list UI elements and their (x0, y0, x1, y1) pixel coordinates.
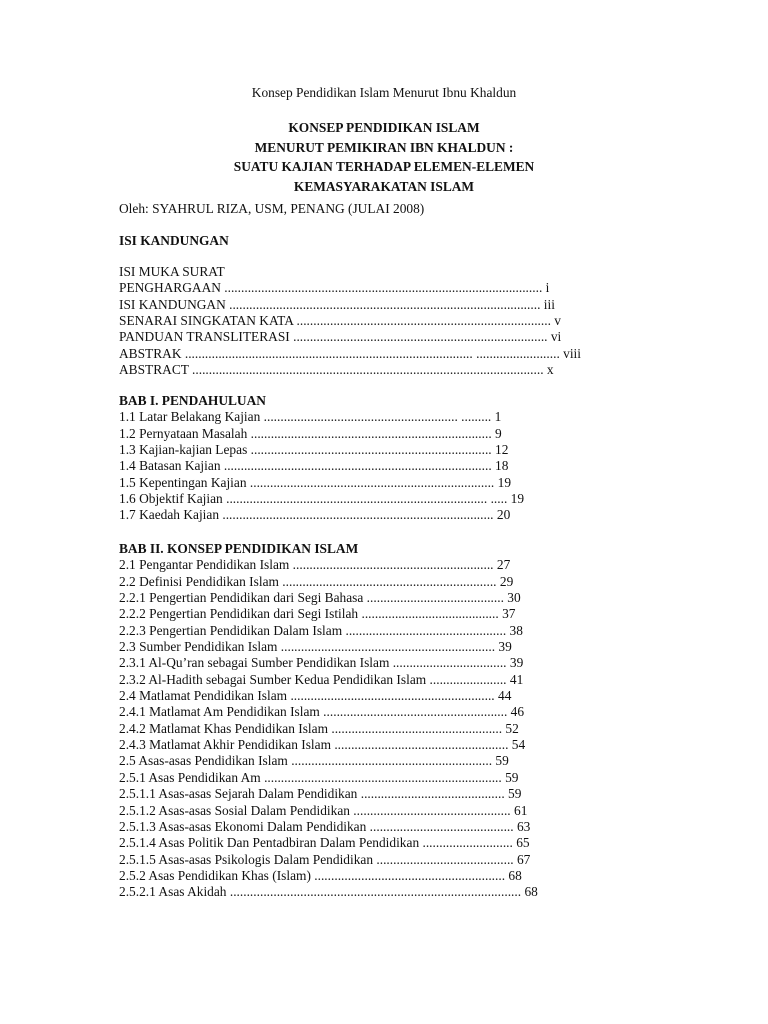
chapter-2-section (119, 541, 538, 901)
toc-entry: 2.2.2 Pengertian Pendidikan dari Segi Istilah ......................................... 37 (119, 606, 516, 622)
toc-entry: ABSTRAK ...................................................................................... ......................... viii (119, 345, 581, 361)
toc-entry: 1.6 Objektif Kajian .............................................................................. ..... 19 (119, 491, 525, 507)
toc-entry: 1.4 Batasan Kajian ................................................................................ 18 (119, 458, 509, 474)
toc-entry: 2.4.1 Matlamat Am Pendidikan Islam ....................................................... 46 (119, 704, 525, 720)
front-matter-list (119, 264, 581, 378)
chapter-1-heading: BAB I. PENDAHULUAN (119, 393, 266, 408)
toc-entry: PANDUAN TRANSLITERASI ............................................................................ vi (119, 329, 562, 345)
title-line: KONSEP PENDIDIKAN ISLAM (288, 120, 480, 135)
toc-entry: 2.5.1.2 Asas-asas Sosial Dalam Pendidikan ............................................... 61 (119, 802, 528, 818)
chapter-1-section (119, 393, 524, 524)
title-line: KEMASYARAKATAN ISLAM (293, 178, 475, 194)
toc-entry: PENGHARGAAN ............................................................................................... i (119, 280, 550, 296)
toc-entry: ISI KANDUNGAN ............................................................................................. iii (119, 296, 555, 312)
toc-entry: 2.5.1.3 Asas-asas Ekonomi Dalam Pendidikan ........................................... 63 (119, 818, 531, 834)
title-line: SUATU KAJIAN TERHADAP ELEMEN-ELEMEN (233, 159, 535, 174)
contents-heading: ISI KANDUNGAN (119, 233, 229, 248)
title-line: MENURUT PEMIKIRAN IBN KHALDUN : (254, 139, 514, 155)
toc-entry: SENARAI SINGKATAN KATA ............................................................................ v (119, 313, 561, 329)
toc-entry: 1.1 Latar Belakang Kajian .......................................................... ......... 1 (119, 409, 502, 425)
toc-entry: 2.5.1.5 Asas-asas Psikologis Dalam Pendidikan ......................................... 67 (119, 851, 531, 867)
toc-entry: 1.3 Kajian-kajian Lepas ........................................................................ 12 (119, 442, 509, 458)
toc-entry: 2.3.1 Al-Qu’ran sebagai Sumber Pendidikan Islam .................................. 39 (119, 655, 524, 671)
toc-entry: 2.3.2 Al-Hadith sebagai Sumber Kedua Pendidikan Islam ....................... 41 (119, 671, 524, 687)
toc-entry: 2.5.1.4 Asas Politik Dan Pentadbiran Dalam Pendidikan ........................... 65 (119, 835, 530, 851)
document-title (0, 118, 768, 196)
toc-entry: 1.7 Kaedah Kajian ................................................................................. 20 (119, 507, 511, 523)
toc-entry: 1.2 Pernyataan Masalah ........................................................................ 9 (119, 425, 502, 441)
toc-entry: 2.4 Matlamat Pendidikan Islam ............................................................. 44 (119, 688, 512, 704)
toc-entry: 2.2.1 Pengertian Pendidikan dari Segi Bahasa ......................................... 30 (119, 590, 521, 606)
toc-entry: 2.1 Pengantar Pendidikan Islam ............................................................ 27 (119, 557, 511, 573)
chapter-2-heading: BAB II. KONSEP PENDIDIKAN ISLAM (119, 541, 359, 556)
toc-entry: 2.5.2 Asas Pendidikan Khas (Islam) ......................................................... 68 (119, 867, 522, 883)
toc-entry: ABSTRACT ......................................................................................................... x (119, 362, 554, 378)
toc-entry: 2.2.3 Pengertian Pendidikan Dalam Islam ................................................ 38 (119, 622, 523, 638)
author-line: Oleh: SYAHRUL RIZA, USM, PENANG (JULAI 2008) (119, 201, 425, 216)
toc-entry: 2.5.1.1 Asas-asas Sejarah Dalam Pendidikan ........................................... 59 (119, 786, 522, 802)
toc-entry: 2.3 Sumber Pendidikan Islam ................................................................ 39 (119, 639, 512, 655)
toc-entry: ISI MUKA SURAT (119, 264, 225, 279)
toc-entry: 1.5 Kepentingan Kajian ......................................................................... 19 (119, 474, 512, 490)
running-header: Konsep Pendidikan Islam Menurut Ibnu Khaldun (251, 85, 517, 100)
toc-entry: 2.5.2.1 Asas Akidah ....................................................................................... 68 (119, 884, 538, 900)
toc-entry: 2.4.2 Matlamat Khas Pendidikan Islam ................................................... 52 (119, 720, 519, 736)
toc-entry: 2.2 Definisi Pendidikan Islam ................................................................ 29 (119, 573, 514, 589)
toc-entry: 2.4.3 Matlamat Akhir Pendidikan Islam .................................................... 54 (119, 737, 526, 753)
toc-entry: 2.5 Asas-asas Pendidikan Islam ............................................................ 59 (119, 753, 509, 769)
toc-entry: 2.5.1 Asas Pendidikan Am ....................................................................... 59 (119, 769, 519, 785)
